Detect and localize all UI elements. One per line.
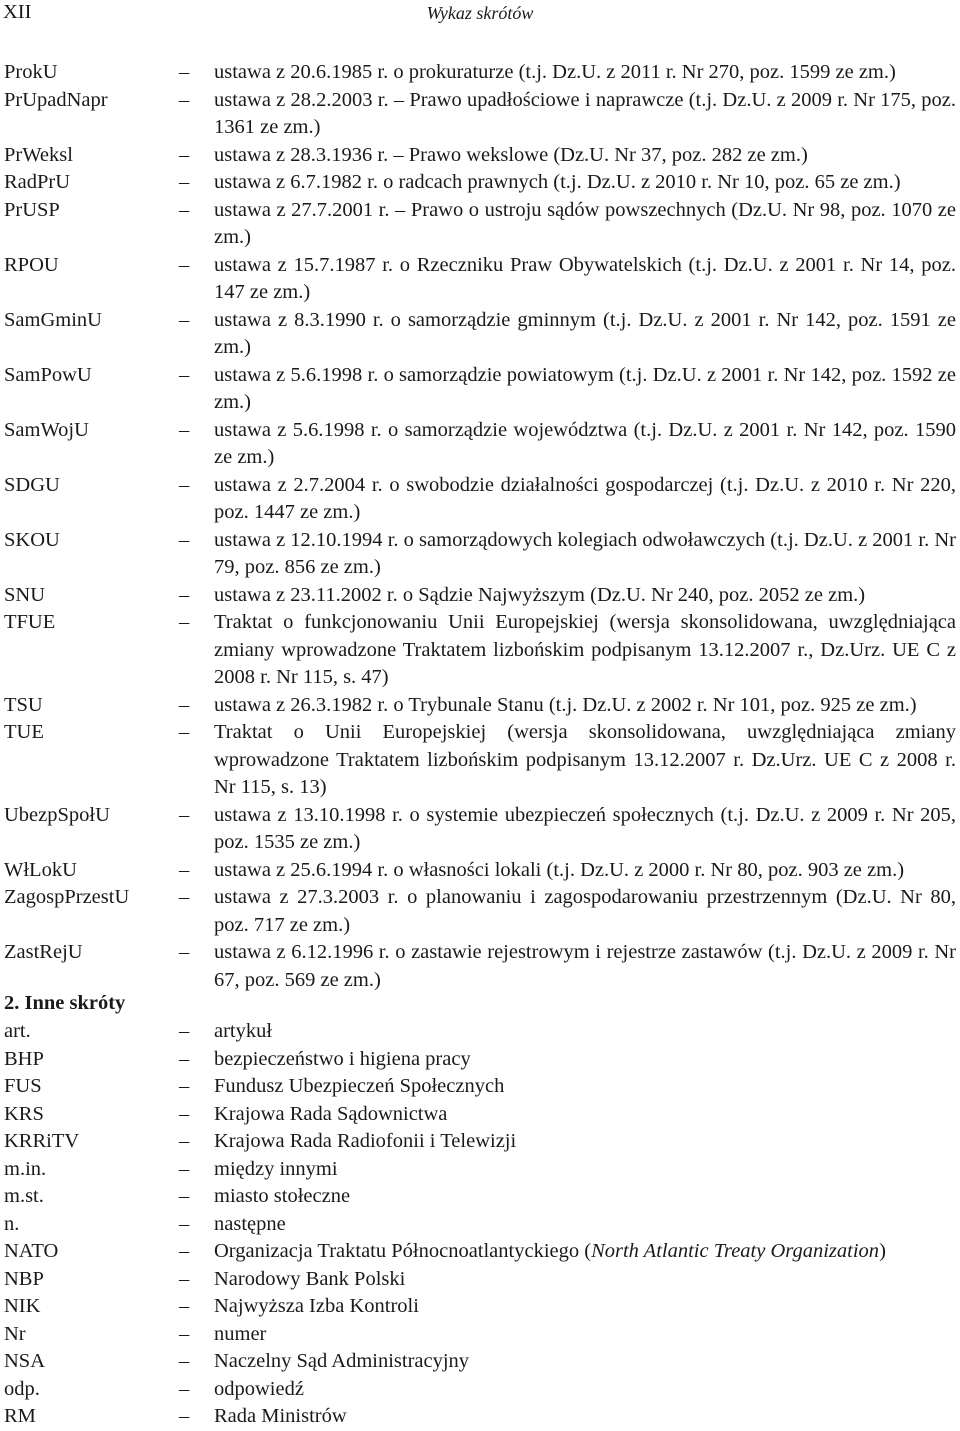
abbreviation-entry — [4, 362, 956, 417]
dash-separator: – — [179, 171, 190, 193]
dash-separator: – — [179, 1102, 190, 1125]
dash-separator: – — [179, 418, 190, 441]
abbreviation-definition — [214, 1348, 956, 1376]
abbreviation-definition — [214, 1238, 956, 1266]
abbreviation-term: n. — [4, 1212, 20, 1235]
abbreviation-definition — [214, 197, 956, 252]
abbreviation-entry — [4, 472, 956, 527]
definition-text: Rada Ministrów — [214, 1405, 347, 1427]
dash-separator: – — [179, 1377, 190, 1400]
abbreviation-term: ZastRejU — [4, 941, 83, 963]
abbreviation-entry — [4, 1183, 956, 1211]
abbreviation-entry — [4, 142, 956, 170]
abbreviation-entry — [4, 1293, 956, 1321]
abbreviation-definition — [214, 1293, 956, 1321]
definition-text: Organizacja Traktatu Północnoatlantyckiego ( — [214, 1240, 592, 1262]
definition-text: ustawa z 12.10.1994 r. o samorządowych kolegiach odwoławczych (t.j. Dz.U. z 2001 r. Nr 79, poz. 856 ze zm.) — [214, 528, 956, 578]
abbreviation-definition — [214, 857, 956, 885]
definition-text: Narodowy Bank Polski — [214, 1267, 406, 1290]
dash-separator: – — [179, 308, 190, 331]
abbreviation-term: UbezpSpołU — [4, 803, 110, 826]
abbreviation-term: RM — [4, 1405, 36, 1427]
abbreviation-entry — [4, 169, 956, 197]
section-title: 2. Inne skróty — [4, 992, 126, 1014]
definition-text: ustawa z 6.12.1996 r. o zastawie rejestrowym i rejestrze zastawów (t.j. Dz.U. z 2009 r. Nr 67, poz. 569 ze zm.) — [214, 941, 956, 991]
dash-separator: – — [179, 693, 190, 716]
dash-separator: – — [179, 858, 190, 881]
definition-english-name: North Atlantic Treaty Organization — [591, 1240, 880, 1262]
definition-text: odpowiedź — [214, 1377, 304, 1400]
definition-text: ustawa z 5.6.1998 r. o samorządzie powiatowym (t.j. Dz.U. z 2001 r. Nr 142, poz. 1592 ze zm.) — [214, 363, 956, 413]
abbreviation-entry — [4, 252, 956, 307]
dash-separator: – — [179, 1295, 190, 1317]
abbreviation-term: RadPrU — [4, 171, 71, 193]
dash-separator: – — [179, 1350, 190, 1372]
abbreviation-term: SKOU — [4, 528, 60, 551]
definition-tail: ) — [879, 1240, 886, 1262]
definition-text: następne — [214, 1212, 286, 1235]
abbreviation-definition — [214, 1101, 956, 1129]
definition-text: ustawa z 6.7.1982 r. o radcach prawnych (t.j. Dz.U. z 2010 r. Nr 10, poz. 65 ze zm.) — [214, 171, 901, 193]
abbreviation-entry — [4, 307, 956, 362]
abbreviation-definition — [214, 1321, 956, 1349]
abbreviation-entry — [4, 1403, 956, 1431]
abbreviation-term: SDGU — [4, 473, 60, 496]
definition-text: Traktat o Unii Europejskiej (wersja skonsolidowana, uwzględniająca zmiany wprowadzone Traktatem lizbońskim podpisanym 13.12.2007 r. Dz.Urz. UE C z 2008 r. Nr 115, s. 13) — [214, 721, 956, 798]
abbreviation-definition — [214, 1266, 956, 1294]
abbreviation-definition — [214, 1046, 956, 1074]
abbreviation-entry — [4, 1238, 956, 1266]
abbreviation-term: ZagospPrzestU — [4, 886, 130, 908]
definition-text: miasto stołeczne — [214, 1185, 351, 1207]
definition-text: ustawa z 8.3.1990 r. o samorządzie gminnym (t.j. Dz.U. z 2001 r. Nr 142, poz. 1591 ze zm.) — [214, 308, 956, 358]
definition-text: Najwyższa Izba Kontroli — [214, 1295, 419, 1317]
abbreviation-entry — [4, 802, 956, 857]
abbreviation-term: PrUSP — [4, 198, 60, 221]
abbreviation-term: NSA — [4, 1350, 46, 1372]
abbreviation-term: FUS — [4, 1075, 42, 1097]
legal-acts-abbreviation-list — [4, 59, 956, 994]
dash-separator: – — [179, 253, 190, 276]
dash-separator: – — [179, 88, 190, 111]
definition-text: ustawa z 25.6.1994 r. o własności lokali (t.j. Dz.U. z 2000 r. Nr 80, poz. 903 ze zm.) — [214, 858, 905, 881]
abbreviation-definition — [214, 59, 956, 87]
abbreviation-definition — [214, 719, 956, 802]
abbreviation-term: m.st. — [4, 1185, 44, 1207]
abbreviation-term: SNU — [4, 583, 46, 606]
abbreviation-entry — [4, 582, 956, 610]
definition-text: numer — [214, 1322, 267, 1345]
dash-separator: – — [179, 1212, 190, 1235]
abbreviation-term: ProkU — [4, 61, 58, 83]
dash-separator: – — [179, 143, 190, 166]
abbreviation-definition — [214, 417, 956, 472]
dash-separator: – — [179, 721, 190, 743]
abbreviation-entry — [4, 527, 956, 582]
definition-text: bezpieczeństwo i higiena pracy — [214, 1047, 471, 1070]
abbreviation-term: RPOU — [4, 253, 59, 276]
abbreviation-definition — [214, 1073, 956, 1101]
dash-separator: – — [179, 363, 190, 386]
dash-separator: – — [179, 1130, 190, 1152]
abbreviation-term: SamWojU — [4, 418, 89, 441]
abbreviation-definition — [214, 87, 956, 142]
definition-text: Krajowa Rada Radiofonii i Telewizji — [214, 1130, 517, 1152]
abbreviation-definition — [214, 609, 956, 692]
abbreviation-entry — [4, 1348, 956, 1376]
abbreviation-term: odp. — [4, 1377, 40, 1400]
dash-separator: – — [179, 198, 190, 221]
dash-separator: – — [179, 61, 190, 83]
abbreviation-definition — [214, 884, 956, 939]
dash-separator: – — [179, 1047, 190, 1070]
dash-separator: – — [179, 1020, 190, 1042]
abbreviation-term: TUE — [4, 721, 44, 743]
definition-text: ustawa z 13.10.1998 r. o systemie ubezpieczeń społecznych (t.j. Dz.U. z 2009 r. Nr 205, poz. 1535 ze zm.) — [214, 803, 956, 853]
abbreviation-definition — [214, 252, 956, 307]
abbreviation-term: KRS — [4, 1102, 44, 1125]
abbreviation-entry — [4, 692, 956, 720]
abbreviation-definition — [214, 362, 956, 417]
abbreviation-entry — [4, 1101, 956, 1129]
definition-text: ustawa z 20.6.1985 r. o prokuraturze (t.j. Dz.U. z 2011 r. Nr 270, poz. 1599 ze zm.) — [214, 61, 896, 83]
abbreviation-entry — [4, 1321, 956, 1349]
definition-text: ustawa z 23.11.2002 r. o Sądzie Najwyższym (Dz.U. Nr 240, poz. 2052 ze zm.) — [214, 583, 866, 606]
definition-text: Krajowa Rada Sądownictwa — [214, 1102, 448, 1125]
abbreviation-term: NIK — [4, 1295, 41, 1317]
abbreviation-term: Nr — [4, 1322, 26, 1345]
abbreviation-entry — [4, 1073, 956, 1101]
abbreviation-term: TFUE — [4, 611, 56, 633]
dash-separator: – — [179, 941, 190, 963]
abbreviation-definition — [214, 1018, 956, 1046]
other-abbreviations-list — [4, 1018, 956, 1431]
dash-separator: – — [179, 1185, 190, 1207]
abbreviation-term: TSU — [4, 693, 43, 716]
abbreviation-term: m.in. — [4, 1157, 47, 1180]
abbreviation-term: PrWeksl — [4, 143, 73, 166]
abbreviation-entry — [4, 1376, 956, 1404]
abbreviation-term: SamGminU — [4, 308, 102, 331]
abbreviation-entry — [4, 609, 956, 692]
abbreviation-definition — [214, 1403, 956, 1431]
dash-separator: – — [179, 886, 190, 908]
abbreviation-term: SamPowU — [4, 363, 92, 386]
abbreviation-definition — [214, 582, 956, 610]
dash-separator: – — [179, 583, 190, 606]
definition-text: ustawa z 5.6.1998 r. o samorządzie województwa (t.j. Dz.U. z 2001 r. Nr 142, poz. 1590 ze zm.) — [214, 418, 956, 468]
dash-separator: – — [179, 1322, 190, 1345]
abbreviation-definition — [214, 1376, 956, 1404]
definition-text: ustawa z 28.3.1936 r. – Prawo wekslowe (Dz.U. Nr 37, poz. 282 ze zm.) — [214, 143, 808, 166]
definition-text: ustawa z 28.2.2003 r. – Prawo upadłościowe i naprawcze (t.j. Dz.U. z 2009 r. Nr 175, poz. 1361 ze zm.) — [214, 88, 956, 138]
abbreviation-entry — [4, 417, 956, 472]
abbreviation-definition — [214, 692, 956, 720]
dash-separator: – — [179, 611, 190, 633]
abbreviation-term: KRRiTV — [4, 1130, 80, 1152]
abbreviation-definition — [214, 1128, 956, 1156]
abbreviation-definition — [214, 169, 956, 197]
abbreviation-entry — [4, 1018, 956, 1046]
page-header — [0, 0, 960, 30]
abbreviation-definition — [214, 1156, 956, 1184]
abbreviation-definition — [214, 1183, 956, 1211]
definition-text: ustawa z 27.3.2003 r. o planowaniu i zagospodarowaniu przestrzennym (Dz.U. Nr 80, poz. 717 ze zm.) — [214, 886, 956, 936]
abbreviation-term: art. — [4, 1020, 31, 1042]
definition-text: Fundusz Ubezpieczeń Społecznych — [214, 1075, 505, 1097]
abbreviation-term: BHP — [4, 1047, 44, 1070]
definition-text: między innymi — [214, 1157, 338, 1180]
abbreviation-entry — [4, 87, 956, 142]
dash-separator: – — [179, 803, 190, 826]
dash-separator: – — [179, 473, 190, 496]
abbreviation-definition — [214, 307, 956, 362]
abbreviation-entry — [4, 1211, 956, 1239]
abbreviation-definition — [214, 142, 956, 170]
definition-text: artykuł — [214, 1020, 273, 1042]
abbreviation-entry — [4, 719, 956, 802]
abbreviation-entry — [4, 939, 956, 994]
abbreviation-definition — [214, 1211, 956, 1239]
running-title: Wykaz skrótów — [426, 3, 534, 23]
definition-text: ustawa z 26.3.1982 r. o Trybunale Stanu (t.j. Dz.U. z 2002 r. Nr 101, poz. 925 ze zm.) — [214, 693, 917, 716]
abbreviation-definition — [214, 802, 956, 857]
definition-text: Naczelny Sąd Administracyjny — [214, 1350, 470, 1372]
abbreviation-entry — [4, 1046, 956, 1074]
abbreviation-entry — [4, 59, 956, 87]
definition-text: ustawa z 27.7.2001 r. – Prawo o ustroju sądów powszechnych (Dz.U. Nr 98, poz. 1070 ze zm.) — [214, 198, 956, 248]
dash-separator: – — [179, 1405, 190, 1427]
dash-separator: – — [179, 528, 190, 551]
abbreviation-definition — [214, 939, 956, 994]
abbreviation-entry — [4, 884, 956, 939]
dash-separator: – — [179, 1157, 190, 1180]
abbreviation-term: NATO — [4, 1240, 59, 1262]
dash-separator: – — [179, 1240, 190, 1262]
definition-text: ustawa z 15.7.1987 r. o Rzeczniku Praw Obywatelskich (t.j. Dz.U. z 2001 r. Nr 14, poz. 147 ze zm.) — [214, 253, 956, 303]
abbreviation-entry — [4, 197, 956, 252]
abbreviation-entry — [4, 857, 956, 885]
abbreviation-definition — [214, 527, 956, 582]
abbreviation-entry — [4, 1266, 956, 1294]
dash-separator: – — [179, 1075, 190, 1097]
abbreviation-term: NBP — [4, 1267, 44, 1290]
abbreviation-term: PrUpadNapr — [4, 88, 108, 111]
abbreviation-definition — [214, 472, 956, 527]
dash-separator: – — [179, 1267, 190, 1290]
definition-text: Traktat o funkcjonowaniu Unii Europejskiej (wersja skonsolidowana, uwzględniająca zmiany wprowadzone Traktatem lizbońskim podpisanym 13.12.2007 r., Dz.Urz. UE C z 2008 r. Nr 115, s. 47) — [214, 611, 956, 688]
abbreviation-entry — [4, 1128, 956, 1156]
page-number: XII — [3, 1, 32, 23]
definition-text: ustawa z 2.7.2004 r. o swobodzie działalności gospodarczej (t.j. Dz.U. z 2010 r. Nr 220, poz. 1447 ze zm.) — [214, 473, 956, 523]
abbreviation-term: WłLokU — [4, 858, 77, 881]
abbreviation-entry — [4, 1156, 956, 1184]
